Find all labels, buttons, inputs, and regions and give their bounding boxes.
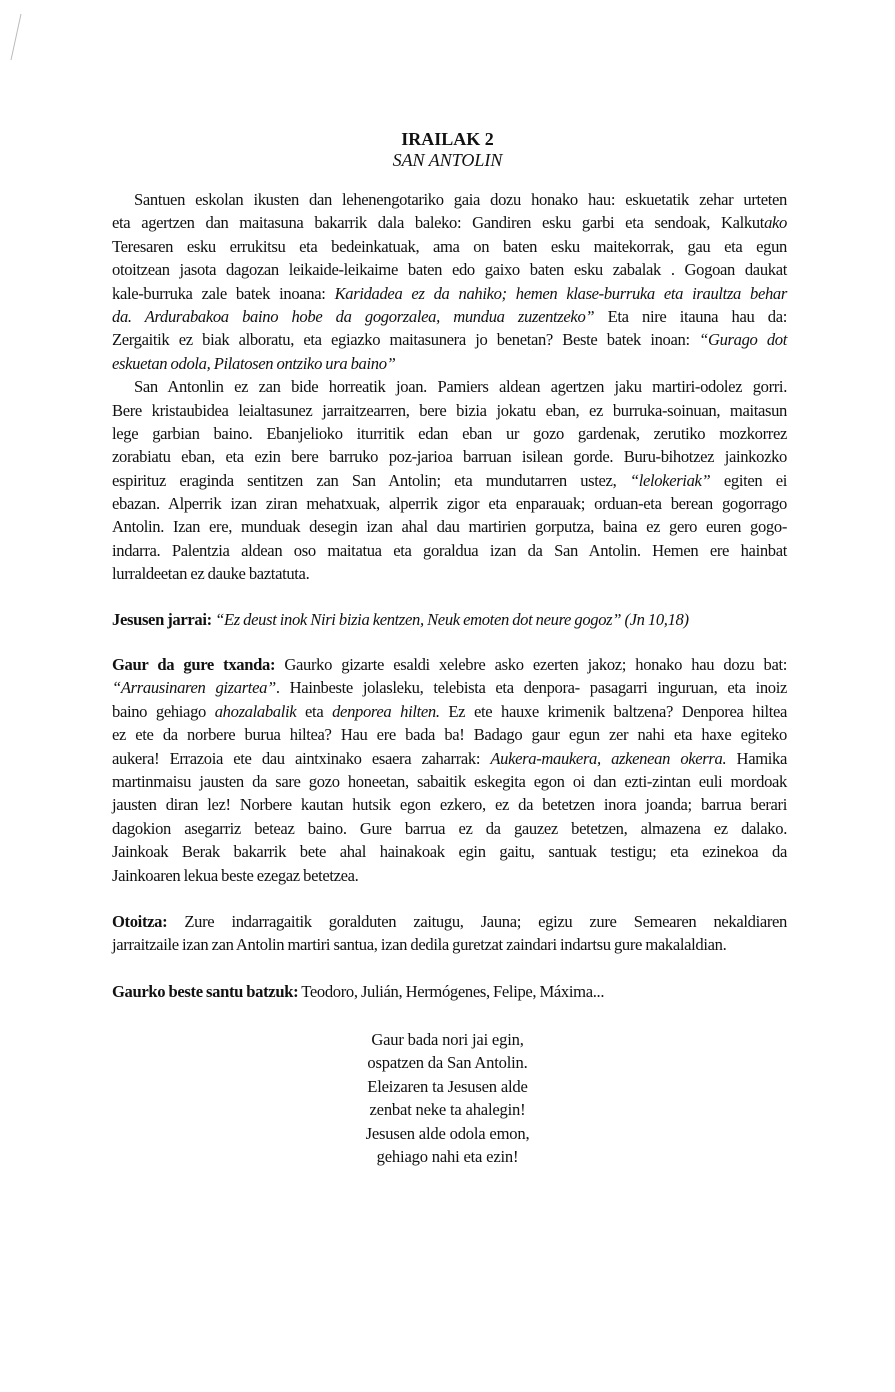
text-line: baino gehiago ahozalabalik eta denporea hilten. Ez ete hauxe krimenik baltzena? Denporea hiltea bbox=[112, 701, 788, 721]
text-line: eskuetan odola, Pilatosen ontziko ura baino” bbox=[112, 353, 396, 373]
gaur-section bbox=[112, 653, 787, 887]
text-line: eta agertzen dan maitasuna bakarrik dala baleko: Gandiren esku garbi eta sendoak, Kalkutako bbox=[112, 213, 787, 233]
text-line: martinmaisu jausten da sare gozo honeetan, sabaitik eskegita egon oi dan ezti-zintan euli mordoak bbox=[112, 771, 787, 791]
text-line: Jainkoak Berak bakarrik bete ahal hainakoak egin gaitu, santuak testigu; eta ezinekoa da bbox=[112, 842, 787, 862]
text-line: jausten diran lez! Norbere kautan hutsik egon ezkero, ez da betetzen inora joanda; barrua berari bbox=[112, 795, 787, 815]
poem-line: ospatzen da San Antolin. bbox=[367, 1053, 528, 1073]
text-line: Bere kristaubidea leialtasunez jarraitzearren, bere bizia jokatu eban, ez burruka-soinuan, maitasun bbox=[112, 400, 787, 420]
page-subtitle: SAN ANTOLIN bbox=[392, 150, 503, 170]
jesusen-section bbox=[112, 608, 787, 631]
text-line: da. Ardurabakoa baino hobe da gogorzalea, mundua zuzentzeko” Eta nire itauna hau da: bbox=[112, 306, 788, 326]
text-line: ebazan. Alperrik izan ziran mehatxuak, alperrik zigor eta enparauak; orduan-eta berean gogorrago bbox=[112, 494, 787, 514]
text-line: otoitzean jasota dagozan leikaide-leikaime baten edo gaixo baten esku zabalak . Gogoan daukat bbox=[112, 260, 787, 280]
poem-line: Gaur bada nori jai egin, bbox=[371, 1030, 524, 1049]
poem-line: gehiago nahi eta ezin! bbox=[376, 1146, 519, 1166]
text-line: “Arrausinaren gizartea”. Hainbeste jolasleku, telebista eta denpora- pasagarri inguruan, eta inoiz bbox=[112, 678, 787, 698]
section-label: Gaur da gure txanda: bbox=[112, 655, 276, 674]
text-line: dagokion asegarriz beteaz baino. Gure barrua ez da gauzez betetzen, almazena ez dalako. bbox=[112, 818, 787, 838]
poem bbox=[0, 1028, 895, 1168]
text-line: lege garbian baino. Ebanjelioko iturritik edan eban ur gozo gardenak, zerutiko mozkorrez bbox=[112, 423, 787, 443]
text-line: Gaur da gure txanda: Gaurko gizarte esaldi xelebre asko ezerten jakoz; honako hau dozu bat: bbox=[112, 655, 787, 674]
text-line: kale-burruka zale batek inoana: Karidadea ez da nahiko; hemen klase-burruka eta iraultza behar bbox=[112, 283, 787, 303]
pen-mark bbox=[0, 0, 40, 70]
text-line: aukera! Errazoia ete dau aintxinako esaera zaharrak: Aukera-maukera, azkenean okerra. Hamika bbox=[112, 748, 787, 768]
santuak-section bbox=[112, 980, 787, 1003]
gospel-quote: “Ez deust inok Niri bizia kentzen, Neuk emoten dot neure gogoz” bbox=[215, 610, 622, 629]
poem-line: Jesusen alde odola emon, bbox=[365, 1123, 530, 1143]
intro-text bbox=[112, 188, 787, 586]
text-line: Santuen eskolan ikusten dan lehenengotariko gaia dozu honako hau: eskuetatik zehar urteten bbox=[134, 190, 787, 209]
text-line: ez ete da norbere burua hiltea? Hau ere bada ba! Badago gaur egun zer nahi eta haxe egiteko bbox=[112, 725, 787, 745]
text-line: San Antonlin ez zan bide horreatik joan. Pamiers aldean agertzen jaku martiri-odolez gorri. bbox=[134, 377, 787, 397]
section-label: Otoitza: bbox=[112, 912, 168, 931]
text-line: Antolin. Izan ere, munduak desegin izan ahal dau martirien gorputza, baina ez gero euren gogo- bbox=[112, 517, 787, 537]
text-line: Zergaitik ez biak alboratu, eta egiazko maitasunera jo benetan? Beste batek inoan: “Gurago dot bbox=[112, 330, 787, 350]
text-line: espirituz eraginda sentitzen zan San Antolin; eta mundutarren ustez, “lelokeriak” egiten ei bbox=[112, 470, 788, 490]
section-label: Gaurko beste santu batzuk: bbox=[112, 982, 299, 1001]
text-line: jarraitzaile izan zan Antolin martiri santua, izan dedila guretzat zaindari indartsu gure makalaldian. bbox=[112, 935, 727, 955]
text-line bbox=[112, 980, 787, 1003]
poem-line: Eleizaren ta Jesusen alde bbox=[367, 1076, 528, 1096]
text-line: Teresaren esku errukitsu eta bedeinkatuak, ama on baten esku maitekorrak, gau eta egun bbox=[112, 236, 787, 256]
text-line bbox=[112, 608, 787, 631]
section-label: Jesusen jarrai: bbox=[112, 610, 212, 629]
page-title: IRAILAK 2 bbox=[401, 129, 494, 149]
saints-list: Teodoro, Julián, Hermógenes, Felipe, Máxima... bbox=[301, 982, 605, 1001]
text-line: lurraldeetan ez dauke baztatuta. bbox=[112, 564, 310, 584]
text-line: Jainkoaren lekua beste ezegaz betetzea. bbox=[112, 865, 359, 885]
otoitza-section bbox=[112, 910, 787, 957]
poem-line: zenbat neke ta ahalegin! bbox=[369, 1100, 526, 1120]
text-line: indarra. Palentzia aldean oso maitatua eta goraldua izan da San Antolin. Hemen ere hainbat bbox=[112, 540, 787, 560]
text-line: zorabiatu eban, eta ezin bere barruko poz-jarioa barruan isilean gorde. Buru-bihotzez jainkozko bbox=[112, 447, 787, 467]
gospel-reference: (Jn 10,18) bbox=[624, 610, 689, 629]
text-line: Otoitza: Zure indarragaitik goralduten zaitugu, Jauna; egizu zure Semearen nekaldiaren bbox=[112, 912, 787, 931]
